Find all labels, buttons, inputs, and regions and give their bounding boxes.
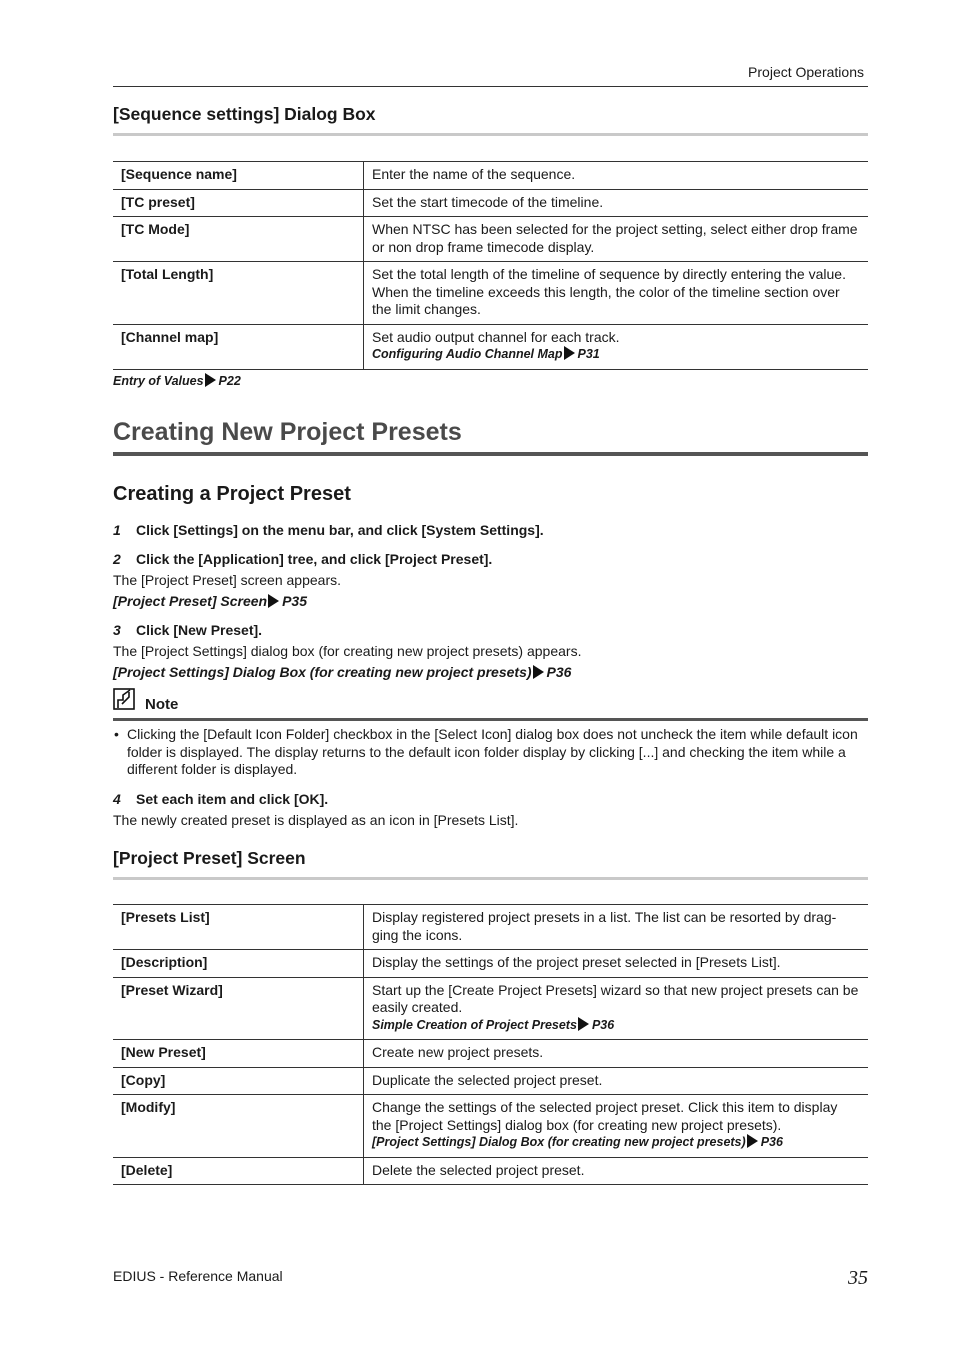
ref-page: P36 [591, 1017, 615, 1032]
row-key: [TC preset] [113, 189, 364, 217]
row-desc [364, 905, 869, 950]
row-desc-text: Change the settings of the selected project preset. Click this item to display the [Project Settings] dialog box (for creating new project presets). [372, 1099, 838, 1133]
step-number: 4 [113, 791, 121, 807]
ref-page: P31 [577, 347, 600, 361]
arrow-right-icon [205, 373, 216, 387]
row-key: [Copy] [113, 1067, 364, 1095]
row-desc [364, 977, 869, 1040]
row-desc-text: When NTSC has been selected for the project setting, select either drop frame or non drop frame timecode display. [372, 221, 858, 255]
row-desc [364, 217, 869, 262]
footer-page-number: 35 [848, 1267, 868, 1289]
row-key: [Delete] [113, 1157, 364, 1185]
row-desc-text: Display registered project presets in a list. The list can be resorted by drag-ging the icons. [372, 909, 837, 943]
row-desc-text: Duplicate the selected project preset. [372, 1071, 603, 1088]
row-key: [Modify] [113, 1095, 364, 1158]
row-key: [New Preset] [113, 1040, 364, 1068]
header-section-title: Project Operations [748, 64, 864, 80]
arrow-right-icon [747, 1134, 758, 1148]
ref-page: P22 [218, 374, 241, 388]
row-key: [Preset Wizard] [113, 977, 364, 1040]
entry-of-values-ref[interactable] [113, 372, 868, 388]
step-2-ref[interactable] [113, 593, 868, 609]
table-row [113, 324, 868, 369]
note-bullet [113, 726, 867, 779]
ref-text: [Project Settings] Dialog Box (for creating new project presets) [372, 1135, 746, 1149]
step-text: Click [New Preset]. [136, 622, 263, 638]
project-preset-screen-heading: [Project Preset] Screen [113, 848, 868, 880]
ref-page: P35 [282, 593, 307, 609]
row-key: [Channel map] [113, 324, 364, 369]
table-row [113, 905, 868, 950]
cross-reference-link[interactable] [372, 346, 860, 364]
step-3 [113, 622, 868, 638]
row-desc [364, 950, 869, 978]
step-text: Click the [Application] tree, and click [Project Preset]. [136, 551, 493, 567]
row-desc [364, 189, 869, 217]
table-row [113, 262, 868, 325]
ref-text: Configuring Audio Channel Map [372, 347, 563, 361]
row-key: [Total Length] [113, 262, 364, 325]
arrow-right-icon [578, 1017, 589, 1031]
row-key: [TC Mode] [113, 217, 364, 262]
ref-text: Simple Creation of Project Presets [372, 1017, 577, 1032]
footer-manual-title: EDIUS - Reference Manual [113, 1268, 283, 1284]
arrow-right-icon [564, 346, 575, 360]
row-key: [Description] [113, 950, 364, 978]
row-desc-text: Set the total length of the timeline of sequence by directly entering the value. When the timeline exceeds this length, the color of the timeline section over the limit changes. [372, 266, 846, 317]
cross-reference-link[interactable] [372, 1134, 860, 1152]
page-header [113, 62, 868, 87]
table-row [113, 1095, 868, 1158]
note-bullet-text: Clicking the [Default Icon Folder] checkbox in the [Select Icon] dialog box does not uncheck the item while default icon folder is displayed. The display returns to the default icon folder display by clicking [...] and checking the item while a different folder is displayed. [127, 726, 858, 778]
table-row [113, 1067, 868, 1095]
ref-text: [Project Settings] Dialog Box (for creating new project presets) [113, 664, 532, 680]
step-2 [113, 551, 868, 567]
step-4-body: The newly created preset is displayed as an icon in [Presets List]. [113, 812, 519, 828]
step-2-body: The [Project Preset] screen appears. [113, 572, 341, 588]
step-number: 1 [113, 522, 121, 538]
sequence-settings-heading: [Sequence settings] Dialog Box [113, 104, 868, 136]
ref-text: [Project Preset] Screen [113, 593, 268, 609]
row-desc-text: Create new project presets. [372, 1044, 544, 1060]
step-3-body: The [Project Settings] dialog box (for creating new project presets) appears. [113, 643, 582, 659]
ref-text: Entry of Values [113, 374, 204, 388]
subsection-title: Creating a Project Preset [113, 483, 351, 505]
row-desc-text: Start up the [Create Project Presets] wizard so that new project presets can be easily created. [372, 981, 859, 1015]
row-desc-text: Enter the name of the sequence. [372, 166, 576, 182]
row-desc-text: Set audio output channel for each track. [372, 328, 620, 345]
table-row [113, 950, 868, 978]
row-desc [364, 1040, 869, 1068]
step-3-ref[interactable] [113, 664, 868, 680]
step-4 [113, 791, 868, 807]
note-header [113, 688, 868, 721]
step-number: 2 [113, 551, 121, 567]
step-text: Set each item and click [OK]. [136, 791, 329, 807]
row-desc-text: Set the start timecode of the timeline. [372, 193, 604, 210]
sequence-settings-table [113, 161, 868, 370]
row-key: [Presets List] [113, 905, 364, 950]
project-preset-screen-table [113, 904, 868, 1185]
table-row [113, 189, 868, 217]
main-title: Creating New Project Presets [113, 418, 868, 456]
row-desc [364, 1067, 869, 1095]
row-desc [364, 1157, 869, 1185]
table-row [113, 1157, 868, 1185]
arrow-right-icon [533, 665, 544, 679]
ref-page: P36 [760, 1135, 783, 1149]
ref-page: P36 [546, 664, 572, 680]
row-desc-text: Delete the selected project preset. [372, 1161, 585, 1178]
row-key: [Sequence name] [113, 162, 364, 190]
table-row [113, 977, 868, 1040]
row-desc-text: Display the settings of the project preset selected in [Presets List]. [372, 954, 781, 970]
bullet-dot: • [114, 726, 119, 742]
row-desc [364, 262, 869, 325]
step-1 [113, 522, 868, 538]
table-row [113, 1040, 868, 1068]
table-row [113, 162, 868, 190]
table-row [113, 217, 868, 262]
row-desc [364, 162, 869, 190]
cross-reference-link[interactable] [372, 1017, 860, 1035]
note-label: Note [145, 696, 179, 713]
note-icon [113, 688, 135, 710]
step-text: Click [Settings] on the menu bar, and click [System Settings]. [136, 522, 544, 538]
arrow-right-icon [268, 594, 279, 608]
step-number: 3 [113, 622, 121, 638]
row-desc [364, 1095, 869, 1158]
row-desc [364, 324, 869, 369]
